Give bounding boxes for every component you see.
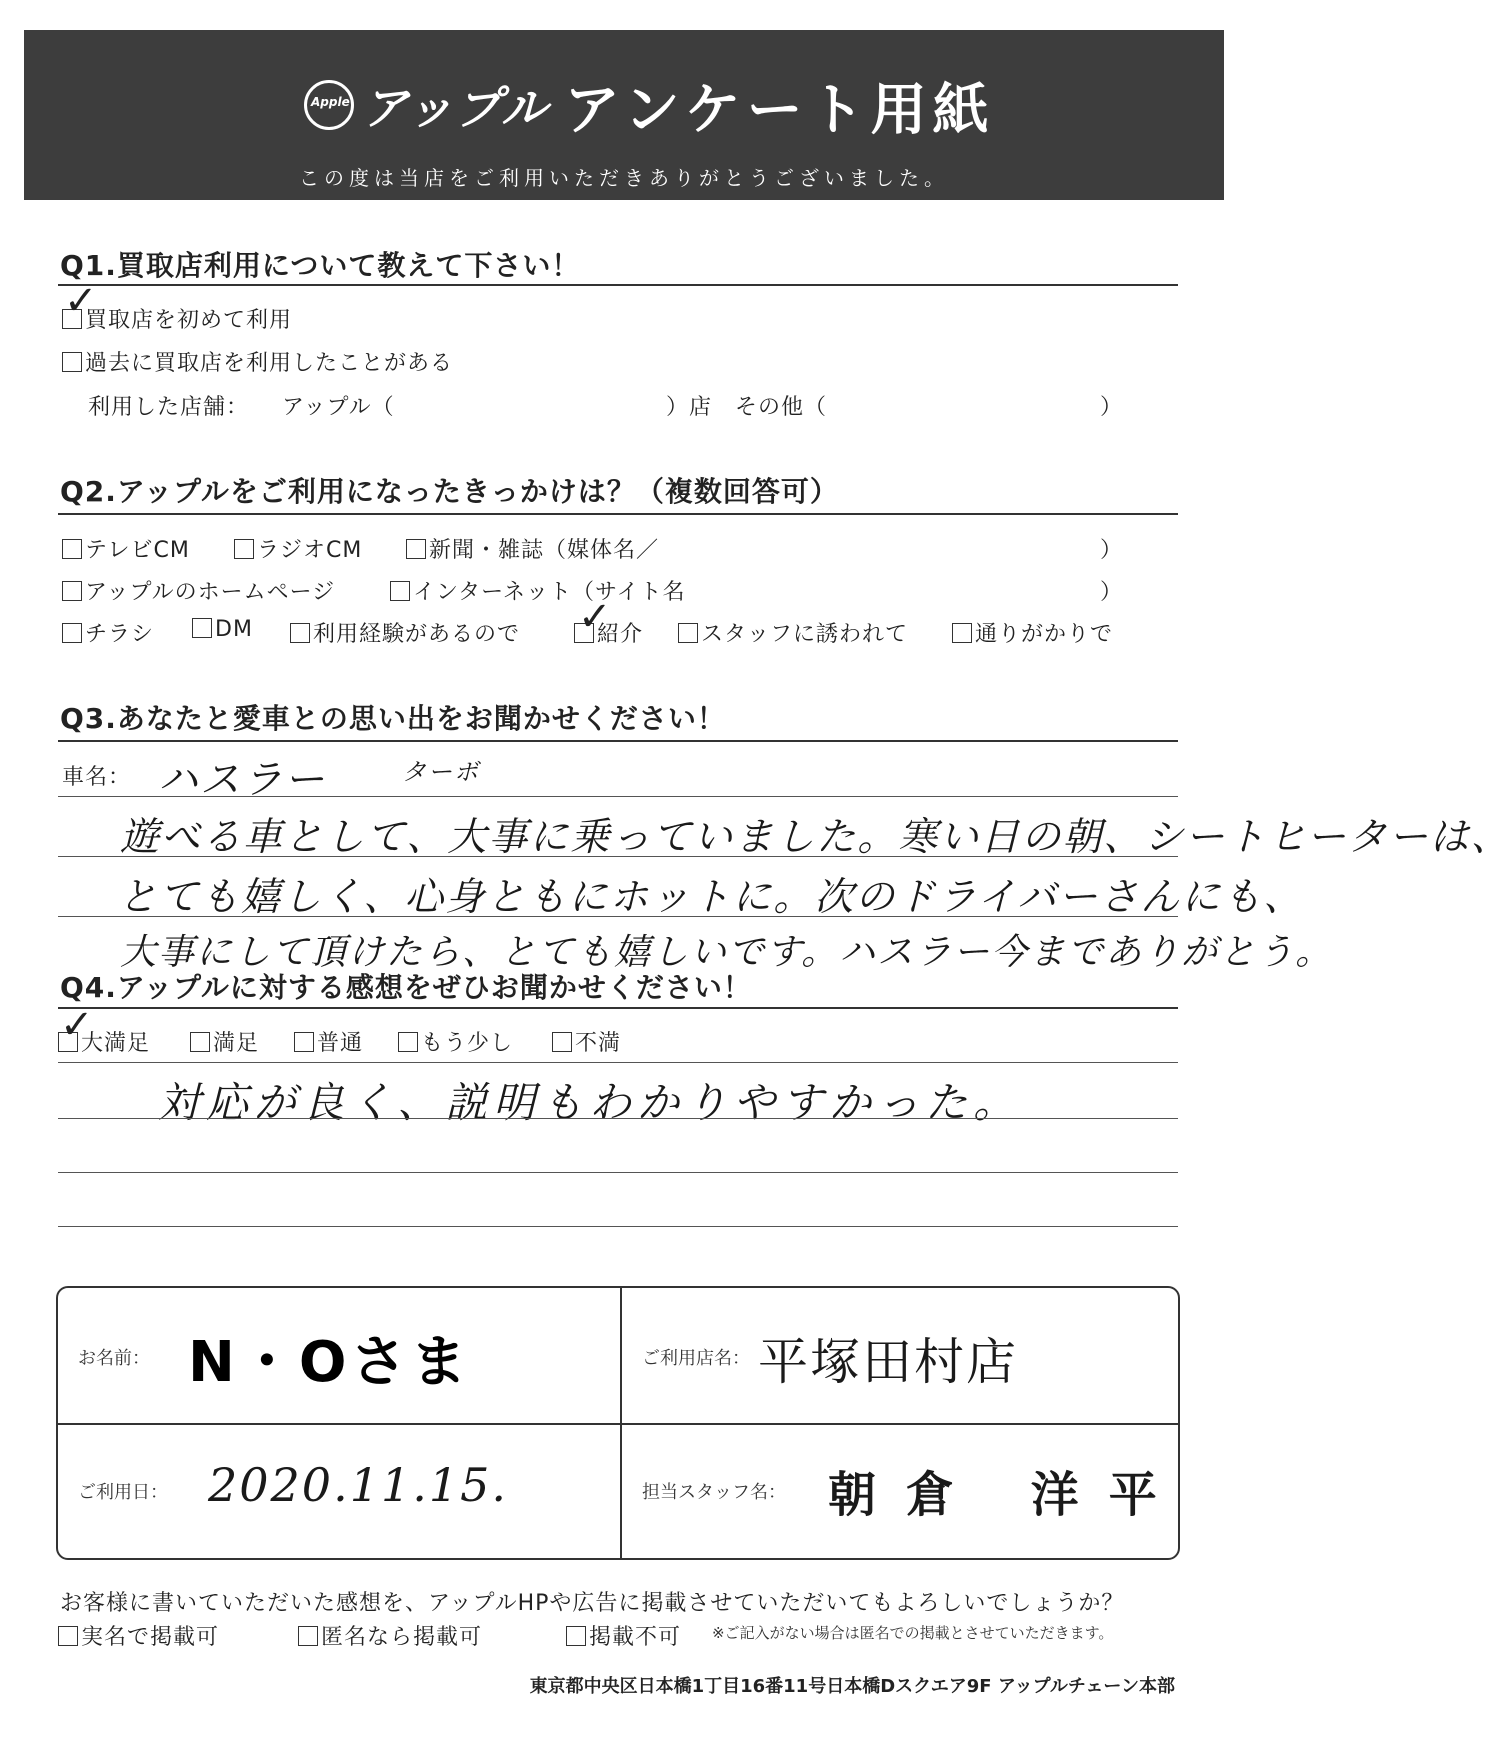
q3-car-name: ハスラー [158,757,326,803]
q4-line [58,1226,1178,1227]
q1-title: Q1.買取店利用について教えて下さい！ [60,249,581,282]
checkbox[interactable] [62,539,82,559]
q4-line [58,1062,1178,1063]
company-address: 東京都中央区日本橋1丁目16番11号日本橋Dスクエア9F アップルチェーン本部 [529,1676,1175,1697]
q2-row2-close: ） [1100,580,1124,605]
q2-option-radio[interactable]: ラジオCM [234,533,362,564]
checkbox[interactable] [234,539,254,559]
checkbox[interactable] [192,618,212,638]
q4-line [58,1118,1178,1119]
q1-option-used-before[interactable]: 過去に買取店を利用したことがある [62,346,453,377]
checkbox[interactable] [390,581,410,601]
q3-car-label: 車名： [62,765,132,790]
checkbox[interactable] [62,352,82,372]
name-label: お名前： [78,1348,150,1369]
checkbox[interactable] [552,1032,572,1052]
store-name: 平塚田村店 [758,1333,1018,1391]
q2-rule [58,513,1178,515]
brand-name: アップル [362,81,549,135]
q2-option-staff[interactable]: スタッフに誘われて [678,617,908,648]
q2-option-newspaper[interactable]: 新聞・雑誌（媒体名／ [406,533,659,564]
q4-option-very-satisfied[interactable]: 大満足 [58,1026,150,1057]
checkbox[interactable] [290,623,310,643]
checkbox[interactable] [294,1032,314,1052]
form-title: アンケート用紙 [564,78,995,143]
q3-rule [58,740,1178,742]
q3-line [58,796,1178,797]
q4-comment: 対応が良く、説明もわかりやすかった。 [158,1078,1022,1127]
customer-name: N・Oさま [188,1330,471,1395]
usage-date: 2020.11.15. [208,1458,508,1512]
header-banner [24,30,1224,200]
checkbox[interactable] [62,623,82,643]
date-label: ご利用日： [78,1482,168,1503]
q4-line [58,1172,1178,1173]
q3-comment-line-3: 大事にして頂けたら、とても嬉しいです。ハスラー今までありがとう。 [120,932,1334,973]
q2-title: Q2.アップルをご利用になったきっかけは？（複数回答可） [60,475,839,508]
q4-option-satisfied[interactable]: 満足 [190,1026,259,1057]
q2-option-flyer[interactable]: チラシ [62,617,154,648]
q3-line [58,916,1178,917]
q4-option-dissatisfied[interactable]: 不満 [552,1026,621,1057]
q2-row1-close: ） [1100,538,1124,563]
checkbox[interactable] [406,539,426,559]
q3-comment-line-1: 遊べる車として、大事に乗っていました。寒い日の朝、シートヒーターは、 [120,815,1512,860]
publish-option-no[interactable]: 掲載不可 [566,1620,681,1651]
q2-option-internet[interactable]: インターネット（サイト名 [390,575,685,606]
store-label: ご利用店名： [642,1348,750,1369]
customer-info-table [56,1286,1187,1560]
publish-note: ※ご記入がない場合は匿名での掲載とさせていただきます。 [712,1624,1114,1642]
apple-logo-icon: Apple [304,80,354,130]
staff-name: 朝倉 洋平 [828,1467,1187,1523]
checkbox[interactable] [58,1626,78,1646]
check-mark-icon: ✓ [578,594,612,640]
checkbox[interactable] [952,623,972,643]
checkbox[interactable] [678,623,698,643]
q3-comment-line-2: とても嬉しく、心身ともにホットに。次のドライバーさんにも、 [118,875,1305,920]
checkbox[interactable] [62,581,82,601]
q4-rule [58,1007,1178,1009]
q2-option-homepage[interactable]: アップルのホームページ [62,575,335,606]
q1-store-apple: アップル（ [282,395,395,420]
q4-option-could-be-better[interactable]: もう少し [398,1026,513,1057]
staff-label: 担当スタッフ名： [642,1482,786,1503]
q2-option-experience[interactable]: 利用経験があるので [290,617,520,648]
publish-option-anonymous[interactable]: 匿名なら掲載可 [298,1620,482,1651]
checkbox[interactable] [398,1032,418,1052]
checkbox[interactable] [298,1626,318,1646]
checkbox[interactable] [566,1626,586,1646]
q1-option-first-time[interactable]: 買取店を初めて利用 [62,303,292,334]
brand-logo [304,72,549,138]
publish-option-real-name[interactable]: 実名で掲載可 [58,1620,219,1651]
q2-option-tv[interactable]: テレビCM [62,533,190,564]
q1-rule [58,284,1178,286]
q1-store-label: 利用した店舗： [88,395,250,420]
q2-option-passing[interactable]: 通りがかりで [952,617,1113,648]
q1-store-other: その他（ [735,395,828,420]
q1-store-other-close: ） [1100,395,1124,420]
checkbox[interactable] [190,1032,210,1052]
publish-permission-question: お客様に書いていただいた感想を、アップルHPや広告に掲載させていただいてもよろしいでしょうか？ [60,1591,1125,1616]
q4-option-normal[interactable]: 普通 [294,1026,363,1057]
table-divider [58,1423,1178,1425]
form-subtitle: この度は当店をご利用いただきありがとうございました。 [299,166,949,190]
q3-title: Q3.あなたと愛車との思い出をお聞かせください！ [60,702,726,735]
q2-option-referral[interactable]: 紹介 [574,617,643,648]
q2-option-dm[interactable]: DM [192,617,253,642]
q1-store-suffix: ）店 [666,395,713,420]
q3-car-note: ターボ [402,758,480,786]
q3-line [58,856,1178,857]
check-mark-icon: ✓ [64,278,98,324]
q4-title: Q4.アップルに対する感想をぜひお聞かせください！ [60,971,752,1004]
check-mark-icon: ✓ [60,1002,94,1048]
